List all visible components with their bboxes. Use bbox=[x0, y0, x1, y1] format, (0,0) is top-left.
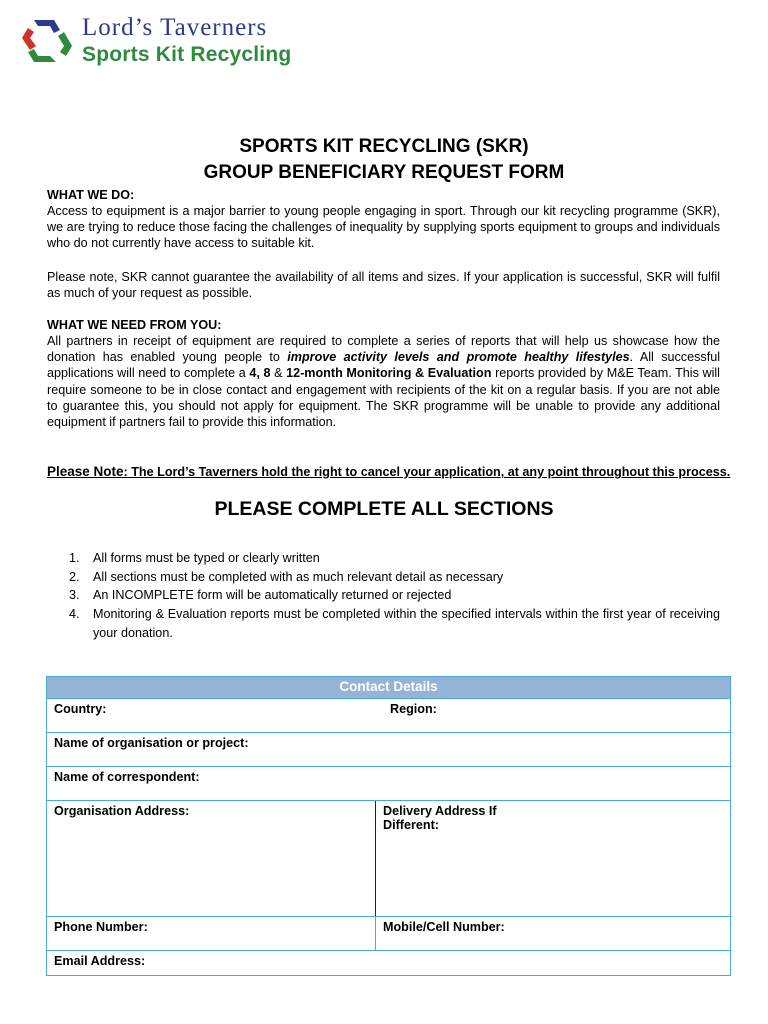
recycle-arrows-icon bbox=[20, 16, 74, 68]
list-item: 2. All sections must be completed with as much relevant detail as necessary bbox=[69, 569, 504, 584]
delivery-address-field[interactable] bbox=[376, 801, 731, 917]
region-label: Region: bbox=[390, 702, 437, 716]
list-item: 3. An INCOMPLETE form will be automatically returned or rejected bbox=[69, 588, 452, 603]
list-item: 4. Monitoring & Evaluation reports must be completed within the specified intervals within the first year of receiving your donation. bbox=[69, 607, 720, 640]
organisation-address-label: Organisation Address: bbox=[54, 804, 190, 818]
mobile-field[interactable] bbox=[376, 917, 731, 951]
email-label: Email Address: bbox=[54, 954, 146, 968]
correspondent-field[interactable] bbox=[47, 767, 731, 801]
complete-all-sections-heading: PLEASE COMPLETE ALL SECTIONS bbox=[214, 498, 554, 520]
phone-field[interactable] bbox=[47, 917, 376, 951]
please-note: Please Note: The Lord’s Taverners hold the right to cancel your application, at any point throughout this process. bbox=[47, 464, 731, 479]
email-field[interactable] bbox=[47, 951, 731, 976]
organisation-label: Name of organisation or project: bbox=[54, 736, 249, 750]
availability-paragraph: Please note, SKR cannot guarantee the availability of all items and sizes. If your application is successful, SKR will fulfil as much of your request as possible. bbox=[47, 270, 720, 301]
what-we-need-heading: WHAT WE NEED FROM YOU: bbox=[47, 318, 222, 332]
what-we-need-paragraph: All partners in receipt of equipment are required to complete a series of reports that will help us showcase how the donation has enabled young people to improve activity levels and promote healthy lifestyles. All successful applications will need to complete a 4, 8 & 12-month Monitoring & Evaluation reports provided by M&E Team. This will require someone to be in close contact and engagement with recipients of the kit on a regular basis. If you are not able to guarantee this, you should not apply for equipment. The SKR programme will be unable to provide any additional equipment if partners fail to provide this information. bbox=[47, 334, 720, 430]
correspondent-label: Name of correspondent: bbox=[54, 770, 200, 784]
logo-line1: Lord’s Taverners bbox=[82, 14, 268, 41]
organisation-address-field[interactable] bbox=[47, 801, 376, 917]
contact-details-header: Contact Details bbox=[47, 677, 731, 699]
logo-line2: Sports Kit Recycling bbox=[82, 43, 292, 66]
country-region-row[interactable] bbox=[47, 699, 731, 733]
contact-details-table bbox=[46, 676, 731, 976]
form-title-line2: GROUP BENEFICIARY REQUEST FORM bbox=[203, 162, 565, 183]
form-title-line1: SPORTS KIT RECYCLING (SKR) bbox=[239, 136, 529, 157]
organisation-field[interactable] bbox=[47, 733, 731, 767]
mobile-label: Mobile/Cell Number: bbox=[383, 920, 505, 934]
rules-list bbox=[47, 549, 720, 643]
lords-taverners-logo bbox=[20, 14, 310, 74]
phone-label: Phone Number: bbox=[54, 920, 148, 934]
what-we-do-heading: WHAT WE DO: bbox=[47, 188, 135, 202]
delivery-address-label: Delivery Address If Different: bbox=[383, 804, 497, 832]
what-we-do-paragraph: Access to equipment is a major barrier to young people engaging in sport. Through our kit recycling programme (SKR), we are trying to reduce those facing the challenges of inequality by supplying sports equipment to groups and individuals who do not currently have access to suitable kit. bbox=[47, 204, 720, 251]
list-item: 1. All forms must be typed or clearly written bbox=[69, 551, 320, 565]
country-label: Country: bbox=[54, 702, 107, 716]
